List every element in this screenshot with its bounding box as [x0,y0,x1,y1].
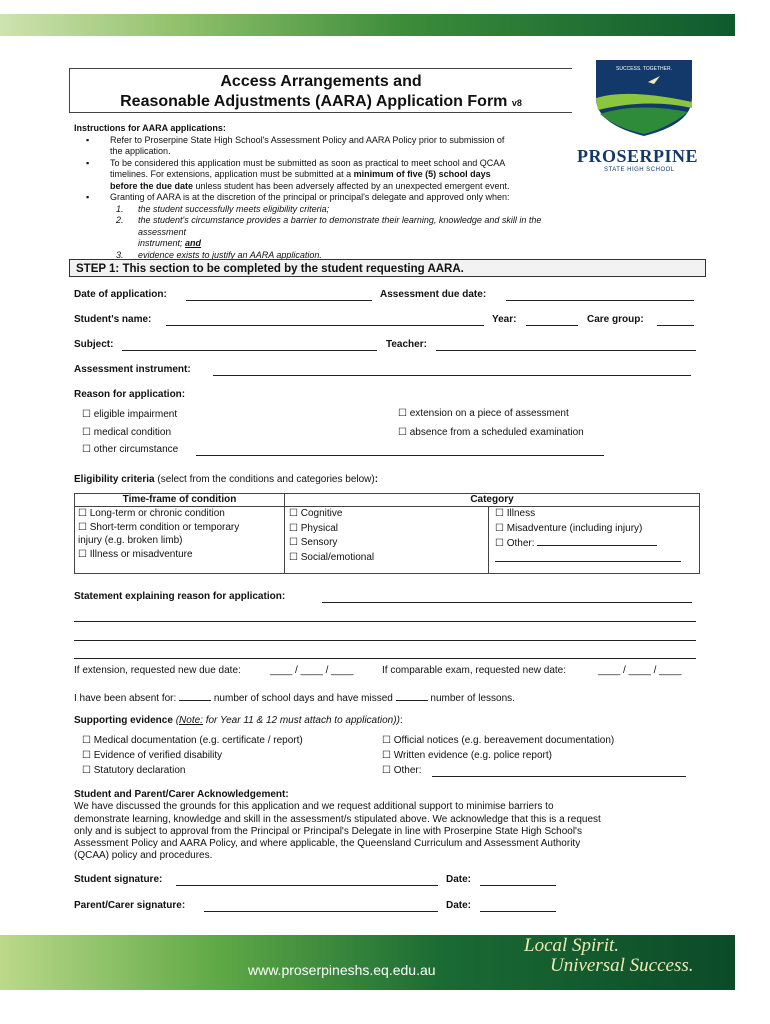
absence-row [74,691,515,704]
instruction-1a: Refer to Proserpine State High School's Assessment Policy and AARA Policy prior to submission of [110,134,505,145]
timeframe-short-term[interactable]: ☐ Short-term condition or temporary [78,521,281,535]
parent-signature-field[interactable] [204,911,438,912]
statement-label: Statement explaining reason for application: [74,591,286,602]
instruction-2b: timelines. For extensions, application must be submitted at a [110,169,354,179]
statement-line-3[interactable] [74,640,696,641]
category-illness[interactable]: ☐ Illness [495,507,696,522]
timeframe-long-term[interactable]: ☐ Long-term or chronic condition [78,507,281,521]
year-field[interactable] [526,325,578,326]
evidence-official-notices[interactable]: ☐ Official notices (e.g. bereavement documentation) [382,735,614,746]
category-misadventure[interactable]: ☐ Misadventure (including injury) [495,522,696,537]
comparable-exam-field[interactable]: ____ / ____ / ____ [598,665,682,676]
evidence-other-field[interactable] [432,776,686,777]
evidence-statutory[interactable]: ☐ Statutory declaration [82,765,185,776]
evidence-disability[interactable]: ☐ Evidence of verified disability [82,750,222,761]
comparable-exam-label: If comparable exam, requested new date: [382,665,566,676]
teacher-label: Teacher: [386,339,427,350]
student-date-field[interactable] [480,885,556,886]
absent-mid: number of school days and have missed [213,693,393,704]
category-sensory[interactable]: ☐ Sensory [289,536,485,551]
criterion-2b-and: and [185,238,202,248]
slogan-line-1: Local Spirit. [524,935,620,956]
instrument-label: Assessment instrument: [74,364,191,375]
student-signature-field[interactable] [176,885,438,886]
missed-lessons-field[interactable] [396,691,428,701]
acknowledgement-heading: Student and Parent/Carer Acknowledgement: [74,789,289,800]
care-group-field[interactable] [657,325,694,326]
evidence-other[interactable]: ☐ Other: [382,765,422,776]
eligibility-label: Eligibility criteria [74,474,155,485]
criterion-2a: the student's circumstance provides a barrier to demonstrate their learning, knowledge and skill in the assessment [138,215,542,237]
instruction-2b-bold: minimum of five (5) school days [353,169,491,179]
reason-extension[interactable]: ☐ extension on a piece of assessment [398,408,569,419]
criterion-3: evidence exists to justify an AARA application. [138,249,322,260]
evidence-label: Supporting evidence [74,715,173,726]
statement-line-4[interactable] [74,658,696,659]
year-label: Year: [492,314,517,325]
other-circumstance-field[interactable] [196,455,604,456]
criterion-2b: instrument; [138,238,186,248]
website-link[interactable]: www.proserpineshs.eq.edu.au [248,962,436,978]
reason-eligible-impairment[interactable]: ☐ eligible impairment [82,409,177,420]
instruction-2a: To be considered this application must be submitted as soon as practical to meet school and QCAA [110,157,506,168]
top-banner [0,14,735,36]
evidence-heading: Supporting evidence (Note: for Year 11 & 12 must attach to application)): [74,715,403,726]
absent-label: I have been absent for: [74,693,177,704]
student-signature-label: Student signature: [74,874,163,885]
instruction-2c-bold: before the due date [110,180,194,191]
acknowledgement-line-1: We have discussed the grounds for this application and we request additional support to minimise barriers to [74,801,554,813]
instruction-2c: unless student has been adversely affected by an unexpected emergent event. [193,180,510,191]
parent-date-field[interactable] [480,911,556,912]
category-physical[interactable]: ☐ Physical [289,522,485,537]
evidence-note: for Year 11 & 12 must attach to application) [202,715,397,726]
care-group-label: Care group: [587,314,644,325]
eligibility-heading: Eligibility criteria (select from the conditions and categories below): [74,474,379,485]
evidence-written[interactable]: ☐ Written evidence (e.g. police report) [382,750,552,761]
date-of-application-label: Date of application: [74,289,167,300]
parent-date-label: Date: [446,900,472,911]
subject-field[interactable] [122,350,377,351]
due-date-label: Assessment due date: [380,289,487,300]
title-line-1: Access Arrangements and [220,73,422,90]
form-title [69,68,572,113]
evidence-note-underlined: Note: [179,715,203,726]
version-label: v8 [511,98,522,108]
student-name-field[interactable] [166,325,484,326]
reason-absence[interactable]: ☐ absence from a scheduled examination [398,427,584,438]
category-cognitive[interactable]: ☐ Cognitive [289,507,485,522]
instructions: Instructions for AARA applications: ▪ Refer to Proserpine State High School's Assessment Policy and AARA Policy prior to submission of the application. ▪ To be considered this application must be submitted as soon as practical to meet school and QCAA timelines. For extensions, application must be submitted at a minimum of five (5) school days before the due date unless student has been adversely affected by an unexpected emergent event. ▪ Granting of AARA is at the discretion of the principal or principal's delegate and approved only when: 1. the student successfully meets eligibility criteria; 2. the student's circumstance provides a barrier to demonstrate their learning, knowledge and skill in the assessment instrument; and 3. evidence exists to justify an AARA application. [74,123,574,261]
acknowledgement-line-3: only and is subject to approval from the Principal or Principal's Delegate in line with Proserpine State High School's [74,825,582,837]
step1-heading: STEP 1: This section to be completed by the student requesting AARA. [69,259,706,277]
category-other[interactable]: ☐ Other: [495,538,535,549]
absent-days-field[interactable] [179,691,211,701]
subject-label: Subject: [74,339,114,350]
instruction-1b: the application. [110,146,171,156]
criterion-1: the student successfully meets eligibility criteria; [138,203,330,214]
acknowledgement-line-4: Assessment Policy and AARA Policy, and where applicable, the Queensland Curriculum and Assessment Authority [74,838,581,850]
extension-date-label: If extension, requested new due date: [74,665,241,676]
category-other-field[interactable] [537,536,657,546]
acknowledgement-line-2: demonstrate learning, knowledge and skill in the assessment/s stipulated above. We acknowledge that this is a request [74,813,601,825]
timeframe-illness[interactable]: ☐ Illness or misadventure [78,548,281,562]
parent-signature-label: Parent/Carer signature: [74,900,186,911]
instructions-heading: Instructions for AARA applications: [74,123,226,133]
teacher-field[interactable] [436,350,696,351]
category-other-field-2[interactable] [495,552,681,562]
eligibility-note: (select from the conditions and categories below) [157,474,375,485]
instruction-3: Granting of AARA is at the discretion of the principal or principal's delegate and approved only when: [110,192,510,202]
statement-line-1[interactable] [322,602,692,603]
category-social-emotional[interactable]: ☐ Social/emotional [289,551,485,566]
acknowledgement-line-5: (QCAA) policy and procedures. [74,850,213,862]
timeframe-short-term-detail: injury (e.g. broken limb) [78,535,183,546]
school-name: PROSERPINE [577,146,699,166]
due-date-field[interactable] [506,300,694,301]
school-subtitle: STATE HIGH SCHOOL [604,167,675,173]
reason-other-circumstance[interactable]: ☐ other circumstance [82,444,178,455]
extension-date-field[interactable]: ____ / ____ / ____ [270,665,354,676]
slogan-line-2: Universal Success. [550,955,694,976]
evidence-medical[interactable]: ☐ Medical documentation (e.g. certificate / report) [82,735,303,746]
absent-post: number of lessons. [430,693,515,704]
school-crest-icon [588,58,700,136]
eligibility-table [74,493,700,574]
category-header: Category [285,494,700,507]
crest-motto: SUCCESS. TOGETHER. [616,66,672,72]
reason-medical-condition[interactable]: ☐ medical condition [82,427,171,438]
reason-label: Reason for application: [74,389,186,400]
student-name-label: Student's name: [74,314,152,325]
instrument-field[interactable] [213,375,691,376]
date-of-application-field[interactable] [186,300,372,301]
title-line-2: Reasonable Adjustments (AARA) Application Form [120,93,508,110]
statement-line-2[interactable] [74,621,696,622]
timeframe-header: Time-frame of condition [75,494,285,507]
acknowledgement [74,789,704,863]
student-date-label: Date: [446,874,472,885]
